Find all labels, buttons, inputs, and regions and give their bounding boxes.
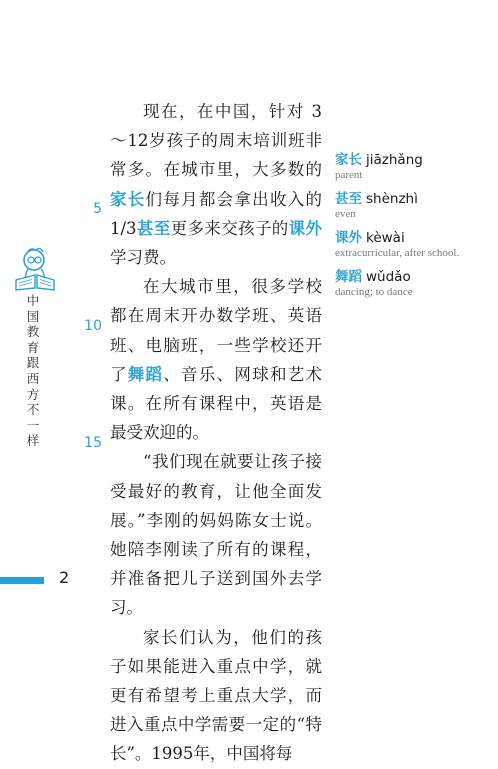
vocab-keyword: 课外 bbox=[288, 218, 323, 238]
vocab-hanzi: 课外 bbox=[335, 230, 362, 246]
line-number-10: 10 bbox=[84, 318, 102, 334]
vocab-keyword: 甚至 bbox=[136, 218, 171, 238]
vocab-item bbox=[335, 268, 495, 299]
vocab-pinyin: kèwài bbox=[366, 230, 405, 246]
text-segment: “我们现在就要让孩子接受最好的教育，让他全面发展。”李刚的妈妈陈女士说。她陪李刚读了所有的课程，并准备把儿子送到国外去学习。 bbox=[110, 452, 322, 618]
vocab-pinyin: wǔdǎo bbox=[366, 269, 411, 285]
vocab-gloss: parent bbox=[335, 169, 363, 181]
text-segment: 、音乐、网球和艺术课。在所有课程中，英语是最受欢迎的。 bbox=[110, 364, 323, 443]
vocab-pinyin: shènzhì bbox=[366, 191, 418, 207]
text-segment: 在大城市里，很多学校都在周末开办数学班、英语班、电脑班，一些学校还开了 bbox=[110, 277, 322, 384]
paragraph-2 bbox=[110, 272, 322, 447]
vocabulary-list bbox=[335, 151, 495, 307]
vocab-keyword: 家长 bbox=[110, 189, 146, 209]
text-segment: 家长们认为，他们的孩子如果能进入重点中学，就更有希望考上重点大学，而进入重点中学需要一定的“特长”。1995年，中国将每 bbox=[110, 627, 322, 764]
vocab-gloss: extracurricular, after school. bbox=[335, 247, 460, 259]
vocab-hanzi: 舞蹈 bbox=[335, 269, 362, 285]
book-title: 中国教育跟西方不一样 bbox=[26, 293, 40, 449]
text-segment: 更多来交孩子的 bbox=[170, 218, 289, 238]
vocab-item bbox=[335, 229, 495, 260]
vocab-hanzi: 家长 bbox=[335, 152, 362, 168]
reading-mascot-icon bbox=[12, 244, 60, 292]
vocab-item bbox=[335, 190, 495, 221]
vocab-pinyin: jiāzhǎng bbox=[366, 152, 423, 168]
line-number-5: 5 bbox=[93, 201, 102, 217]
text-segment: 现在，在中国，针对 3～12岁孩子的周末培训班非常多。在城市里，大多数的 bbox=[110, 102, 322, 180]
vocab-gloss: dancing; to dance bbox=[335, 286, 413, 298]
text-segment: 们每月都会拿出收入的1/3 bbox=[110, 189, 323, 238]
vocab-hanzi: 甚至 bbox=[335, 191, 362, 207]
paragraph-3 bbox=[110, 447, 322, 622]
paragraph-1 bbox=[110, 97, 322, 272]
paragraph-4 bbox=[110, 623, 322, 769]
page-number: 2 bbox=[59, 568, 70, 587]
text-segment: 学习费。 bbox=[110, 248, 176, 268]
vocab-keyword: 舞蹈 bbox=[127, 364, 164, 384]
vocab-gloss: even bbox=[335, 208, 356, 220]
footer-accent-bar bbox=[0, 577, 44, 584]
line-number-15: 15 bbox=[84, 435, 102, 451]
vocab-item bbox=[335, 151, 495, 182]
main-text bbox=[110, 97, 322, 769]
